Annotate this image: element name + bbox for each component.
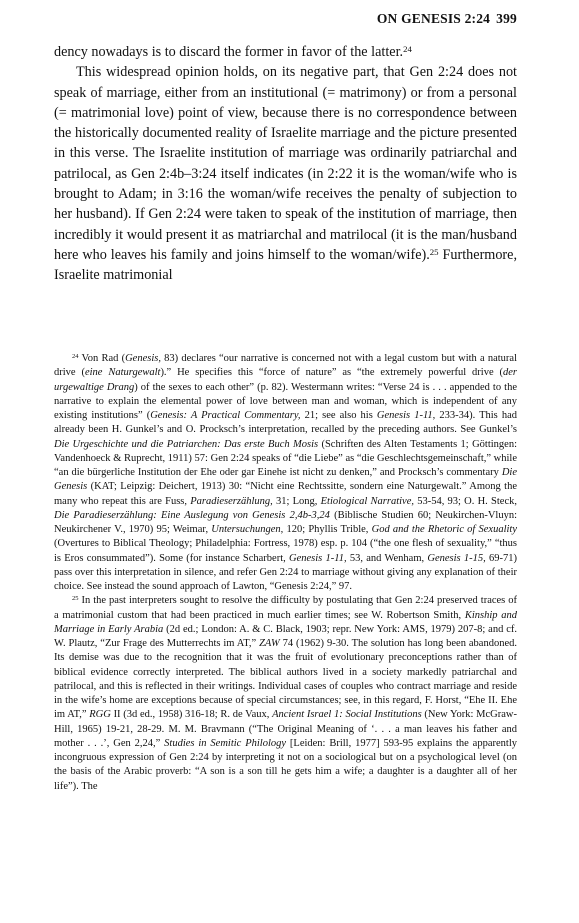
footnote-25: $^{25}$ In the past interpreters sought to resolve the difficulty by postulating that Gen 2:24 preserved traces of a matrimonial custom that had been practiced in much earlier times; see W. Robertson Smith, Kinship and Marriage in Early Arabia (2d ed.; London: A. & C. Black, 1903; repr. New York: AMS, 1979) 207-8; and cf. W. Plautz, “Zur Frage des Mutterrechts im AT,” ZAW 74 (1962) 9-30. The solution has long been abandoned. Its demise was due to the recognition that it was the fruit of evolutionary preconceptions rather than of biblical evidence correctly interpreted. The biblical authors lived in a society markedly patriarchal and patrilocal, and this is reflected in their writings. Individual cases of couples who contract marriage and reside in the wife’s home are exceptions because of special circumstances; see, in this regard, F. Horst, “Ehe II. Ehe im AT,” RGG II (3d ed., 1958) 316-18; R. de Vaux, Ancient Israel 1: Social Institutions (New York: McGraw-Hill, 1965) 19-21, 28-29. M. M. Bravmann (“The Original Meaning of ‘. . . a man leaves his father and mother . . .’, Gen 2,24,” Studies in Semitic Philology [Leiden: Brill, 1977] 593-95 explains the apparently incongruous expression of Gen 2:24 by interpreting it not on a sociological but on a psychological level (on the basis of the Arabic proverb: “A son is a son till he gets him a wife; a daughter is a daughter all of her life”). The	[54, 595, 517, 792]
running-head	[377, 11, 517, 27]
footnotes	[54, 352, 517, 794]
footnote-number: 24	[72, 353, 79, 361]
footnote-ref-24: 24	[403, 44, 412, 55]
page-number: 399	[496, 11, 517, 26]
footnote-24: $^{24}$ Von Rad (Genesis, 83) declares “our narrative is concerned not with a legal custom but with a natural drive (eine Naturgewalt).” He specifies this “force of nature” as “the extremely powerful drive (der urgewaltige Drang) of the sexes to each other” (p. 82). Westermann writes: “Verse 24 is . . . appended to the narrative to explain the elemental power of love between man and woman, which is independent of any existing institutions” (Genesis: A Practical Commentary, 21; see also his Genesis 1-11, 233-34). This had already been H. Gunkel’s and O. Procksch’s interpretation, recalled by the preceding authors. See Gunkel’s Die Urgeschichte und die Patriarchen: Das erste Buch Mosis (Schriften des Alten Testaments 1; Göttingen: Vandenhoeck & Ruprecht, 1911) 57: Gen 2:24 speaks of “die Liebe” as “die Geschlechtsgemeinschaft,” while “an die bürgerliche Institution der Ehe oder gar Einehe ist nicht zu denken,” and Procksch’s commentary Die Genesis (KAT; Leipzig: Deichert, 1913) 30: “Nicht eine Rechtssitte, sondern eine Naturgewalt.” Among the many who repeat this are Fuss, Paradieserzählung, 31; Long, Etiological Narrative, 53-54, 93; O. H. Steck, Die Paradieserzählung: Eine Auslegung von Genesis 2,4b-3,24 (Biblische Studien 60; Neukirchen-Vluyn: Neukirchener V., 1970) 95; Weimar, Untersuchungen, 120; Phyllis Trible, God and the Rhetoric of Sexuality (Overtures to Biblical Theology; Philadelphia: Fortress, 1978) esp. p. 104 (“the one flesh of sexuality,” “thus is Eros consummated”). Some (for instance Scharbert, Genesis 1-11, 53, and Wenham, Genesis 1-15, 69-71) pass over this interpretation in silence, and refer Gen 2:24 to marriage without giving any explanation of their choice. See instead the sound approach of Lawton, “Genesis 2:24,” 97.	[54, 353, 518, 592]
running-title: ON GENESIS 2:24	[376, 11, 491, 26]
paragraph-1: dency nowadays is to discard the former in favor of the latter.$^{24}$	[54, 44, 412, 60]
paragraph-2: This widespread opinion holds, on its negative part, that Gen 2:24 does not speak of marriage, either from an institutional (= matrimony) or from a personal (= matrimonial love) point of view, because there is no correspondence between the historically documented reality of Israelite marriage and the picture presented in this verse. The Israelite institution of marriage was ordinarily patriarchal and patrilocal, as Gen 2:4b–3:24 itself indicates (in 2:22 it is the woman/wife who is brought to Adam; in 3:16 the woman/wife receives the penalty of subjection to her husband). If Gen 2:24 were taken to speak of the institution of marriage, then incredibly it would present it as matriarchal and matrilocal (it is the man/husband here who leaves his family and joins himself to the woman/wife).$^{25}$ Furthermore, Israelite matrimonial	[54, 64, 517, 284]
main-text	[54, 42, 517, 286]
footnote-number: 25	[72, 595, 79, 603]
footnote-ref-25: 25	[429, 247, 439, 258]
